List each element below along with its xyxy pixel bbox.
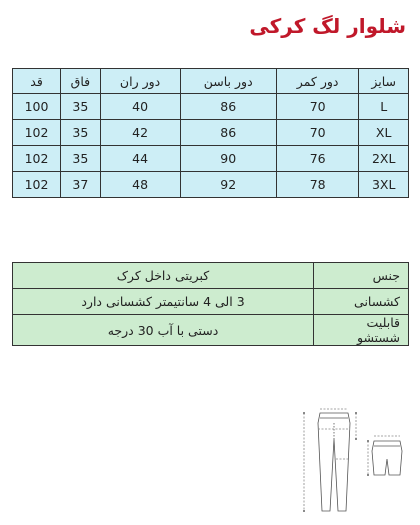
cell-length: 102 <box>13 172 61 198</box>
cell-rise: 35 <box>61 146 101 172</box>
cell-thigh: 48 <box>100 172 180 198</box>
cell-hip: 86 <box>180 94 276 120</box>
cell-thigh: 40 <box>100 94 180 120</box>
cell-rise: 37 <box>61 172 101 198</box>
cell-waist: 70 <box>276 120 358 146</box>
cell-rise: 35 <box>61 94 101 120</box>
cell-rise: 35 <box>61 120 101 146</box>
spec-row-material <box>13 263 409 289</box>
pants-measurement-diagram-icon <box>296 405 408 517</box>
cell-size: 2XL <box>359 146 409 172</box>
spec-value: دستی با آب 30 درجه <box>13 315 314 346</box>
header-hip: دور باسن <box>180 69 276 94</box>
cell-waist: 76 <box>276 146 358 172</box>
cell-thigh: 42 <box>100 120 180 146</box>
spec-table <box>12 262 409 346</box>
spec-row-elasticity <box>13 289 409 315</box>
cell-waist: 78 <box>276 172 358 198</box>
size-table <box>12 68 409 198</box>
cell-size: 3XL <box>359 172 409 198</box>
table-row <box>13 120 409 146</box>
table-row <box>13 146 409 172</box>
cell-hip: 90 <box>180 146 276 172</box>
size-table-header-row <box>13 69 409 94</box>
spec-value: 3 الی 4 سانتیمتر کشسانی دارد <box>13 289 314 315</box>
spec-label: کشسانی <box>314 289 409 315</box>
cell-size: XL <box>359 120 409 146</box>
spec-value: کبریتی داخل کرک <box>13 263 314 289</box>
table-row <box>13 94 409 120</box>
cell-size: L <box>359 94 409 120</box>
page-title: شلوار لگ کرکی <box>249 14 406 38</box>
cell-thigh: 44 <box>100 146 180 172</box>
cell-waist: 70 <box>276 94 358 120</box>
header-rise: فاق <box>61 69 101 94</box>
spec-label: جنس <box>314 263 409 289</box>
spec-label: قابلیت شستشو <box>314 315 409 346</box>
cell-length: 102 <box>13 120 61 146</box>
spec-row-washing <box>13 315 409 346</box>
cell-length: 102 <box>13 146 61 172</box>
header-size: سایز <box>359 69 409 94</box>
header-waist: دور کمر <box>276 69 358 94</box>
cell-length: 100 <box>13 94 61 120</box>
table-row <box>13 172 409 198</box>
header-length: قد <box>13 69 61 94</box>
cell-hip: 92 <box>180 172 276 198</box>
header-thigh: دور ران <box>100 69 180 94</box>
cell-hip: 86 <box>180 120 276 146</box>
